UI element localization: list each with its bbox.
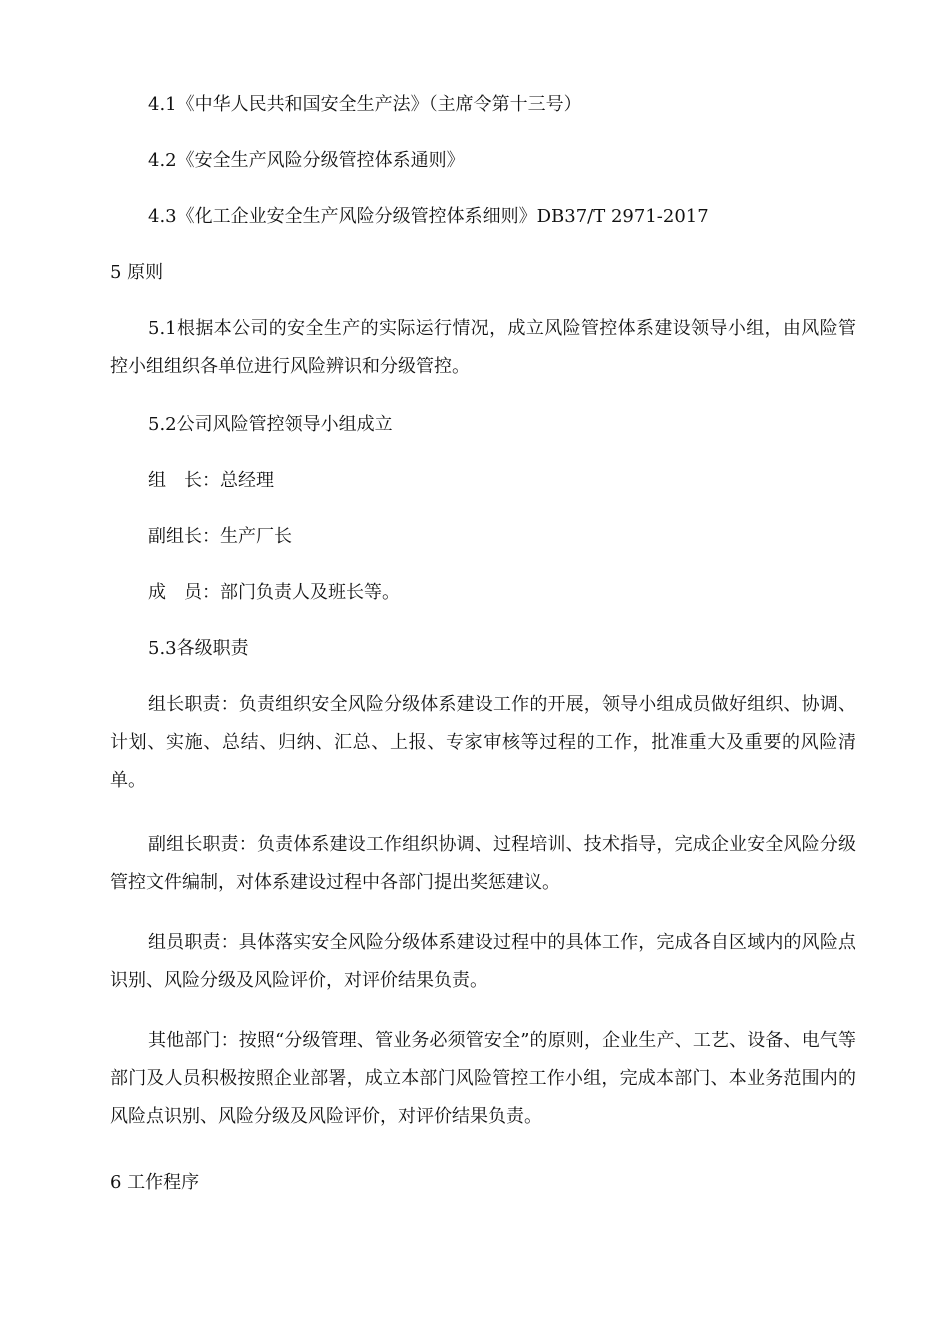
- leader-line: 组 长：总经理: [148, 470, 274, 491]
- deputy-leader-line: 副组长：生产厂长: [148, 526, 292, 547]
- paragraph-5-2: 5.2公司风险管控领导小组成立: [148, 414, 393, 435]
- leader-duties-paragraph: 组长职责：负责组织安全风险分级体系建设工作的开展，领导小组成员做好组织、协调、计划、实施、总结、归纳、汇总、上报、专家审核等过程的工作，批准重大及重要的风险清单。: [110, 694, 856, 791]
- other-departments-paragraph: 其他部门：按照“分级管理、管业务必须管安全”的原则，企业生产、工艺、设备、电气等部门及人员积极按照企业部署，成立本部门风险管控工作小组，完成本部门、本业务范围内的风险点识别、风险分级及风险评价，对评价结果负责。: [110, 1030, 856, 1127]
- deputy-duties-paragraph: 副组长职责：负责体系建设工作组织协调、过程培训、技术指导，完成企业安全风险分级管控文件编制，对体系建设过程中各部门提出奖惩建议。: [110, 834, 856, 893]
- reference-4-2: 4.2《安全生产风险分级管控体系通则》: [148, 150, 465, 171]
- section-6-heading: 6 工作程序: [110, 1172, 200, 1193]
- member-duties-paragraph: 组员职责：具体落实安全风险分级体系建设过程中的具体工作，完成各自区域内的风险点识别、风险分级及风险评价，对评价结果负责。: [110, 932, 856, 991]
- paragraph-5-3: 5.3各级职责: [148, 638, 249, 659]
- section-5-heading: 5 原则: [110, 262, 164, 283]
- reference-4-3: 4.3《化工企业安全生产风险分级管控体系细则》DB37/T 2971-2017: [148, 206, 709, 227]
- members-line: 成 员：部门负责人及班长等。: [148, 582, 400, 603]
- paragraph-5-1: 5.1根据本公司的安全生产的实际运行情况，成立风险管控体系建设领导小组，由风险管控小组组织各单位进行风险辨识和分级管控。: [110, 318, 856, 377]
- reference-4-1: 4.1《中华人民共和国安全生产法》（主席令第十三号）: [148, 94, 582, 115]
